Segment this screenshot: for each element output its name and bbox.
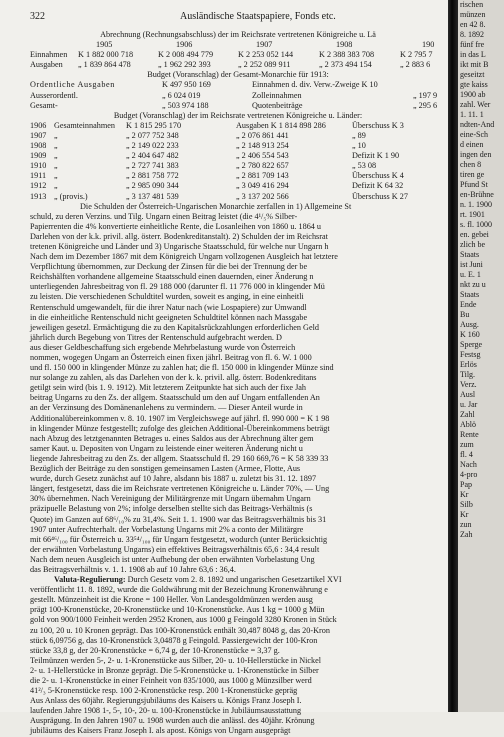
expense-cell: „ 2 076 861 441 <box>236 130 289 140</box>
expense-cell: Ausgaben K 1 814 898 286 <box>236 120 326 130</box>
income-cell: „ 2 985 090 344 <box>126 181 179 191</box>
text-line: der erwähnten Vorbelastung Ungarns) ein effektives Beitragsverhältnis 65,6 : 34,4 result <box>30 544 320 554</box>
row-year: 1906 <box>30 120 47 130</box>
right-page-fragment: zlich be <box>460 240 486 249</box>
budget-label: Gesamt- <box>30 100 58 110</box>
text-line: aus dieser Geldbeschaffung sich ergebende Mehrbelastung wurde von Österreich <box>30 342 296 352</box>
budget-income: Quotenbeiträge <box>252 100 303 110</box>
text-line: in klingender Münze festgestellt; zufolge des gleichen Additional-Übereinkommens beträgt <box>30 423 330 433</box>
cell: „ 2 373 494 154 <box>319 60 372 70</box>
income-cell: „ 2 727 741 383 <box>126 161 179 171</box>
valuta-heading: Valuta-Regulierung: <box>54 575 126 585</box>
row-year: 1908 <box>30 141 47 151</box>
budget-income: Zolleinnahmen <box>252 90 302 100</box>
right-page-fragment: ikt mit B <box>460 60 489 69</box>
closings-row-expense <box>30 60 446 70</box>
text-line: jubiläums des Kaisers Franz Joseph I. als apost. Königs von Ungarn ausgeprägt <box>30 726 291 736</box>
text-line: Additionalübereinkommen v. 8. 10. 1907 im Vergleichswege auf jährl. fl. 990 000 = K 1 98 <box>30 413 330 423</box>
text-line: Ausprägung. In den Jahren 1907 u. 1908 wurden auch die anlässl. des 40jähr. Krönung <box>30 716 315 726</box>
right-page-fragment: Bu <box>460 310 470 319</box>
cell: K 2 388 383 708 <box>319 50 375 60</box>
income-cell: „ 2 881 758 772 <box>126 171 179 181</box>
text-line: Darlehen von der k.k. privil. allg. österr. Bodenkreditanstalt). 2) Schulden der im Reichsrat <box>30 231 328 241</box>
right-page-fragment: Ende <box>460 300 477 309</box>
budget-label: Ausserordentl. <box>30 90 78 100</box>
year-label: 1905 <box>96 40 113 50</box>
right-page-fragment: 8. 1892 <box>460 30 484 39</box>
row-label: Einnahmen <box>30 50 68 60</box>
text-line: mit 66⁴⁶/₁₀₀ für Österreich u. 33⁵⁴/₁₀₀ für Ungarn festgesetzt, wodurch (unter Berücksichtig <box>30 534 328 544</box>
right-page-fragment: zum <box>460 440 474 449</box>
right-page-fragment: Silb <box>460 500 473 509</box>
cell: K 1 882 000 718 <box>78 50 134 60</box>
right-page-fragment: Pfund St <box>460 180 488 189</box>
countries-row <box>30 171 446 181</box>
text-line: das Beitragsverhältnis v. 1. 1. 1908 ab auf 10 Jahre 63,6 : 36,4. <box>30 564 236 574</box>
text-line: liegende Jahresbeitrag zu den Zs. der allgem. Staatsschuld fl. 29 160 669,76 = K 58 339 33 <box>30 453 329 463</box>
countries-row <box>30 181 446 191</box>
right-page-fragment: u. E. 1 <box>460 270 481 279</box>
right-page-fragment: u. Jar <box>460 400 478 409</box>
text-line: Papierrenten die 4% konvertierte einheitliche Rente, die Losanleihen von 1860 u. 1864 u <box>30 221 322 231</box>
text-line: unterliegenden Jahresbeitrag von fl. 29 188 000 (darunter fl. 11 776 000 in klingender Mü <box>30 282 325 292</box>
text-line: Rentenschuld umgewandelt, für die ihrer Natur nach (wie Lospapiere) zur Umwandl <box>30 302 307 312</box>
row-year: 1911 <box>30 171 47 181</box>
countries-row <box>30 131 446 141</box>
right-page-fragment: Nach <box>460 460 477 469</box>
right-page-fragment: ingen den <box>460 150 492 159</box>
right-page-fragment: geseitzt <box>460 70 485 79</box>
right-page-fragment: gte kaiss <box>460 80 488 89</box>
right-page-fragment: 1900 ab <box>460 90 486 99</box>
income-cell: „ 2 404 647 482 <box>126 151 179 161</box>
right-page-fragment: münzen <box>460 10 486 19</box>
debt-paragraph <box>30 202 446 575</box>
text-line: jährlich durch Begebung von Titres der Rentenschuld aufgebracht werden. D <box>30 332 282 342</box>
right-page-fragment: K 160 <box>460 330 480 339</box>
right-page-fragment: Festsg <box>460 350 481 359</box>
right-page-fragment: rt. 1901 <box>460 210 485 219</box>
right-page-fragment: Zahl <box>460 410 475 419</box>
countries-row <box>30 141 446 151</box>
text-line: stück 6,09756 g, das 10-Kronenstück 3,04878 g Feingold. Passiergewicht der 100-Kron <box>30 635 318 645</box>
right-page-fragment: en. gebei <box>460 230 489 239</box>
right-page-fragment: en-Brühne <box>460 190 494 199</box>
countries-row <box>30 121 446 131</box>
text-line: wurde, durch Gesetz zunächst auf 10 Jahre, alsdann bis 1887 u. zuletzt bis 31. 12. 1897 <box>30 474 317 484</box>
text-line: nommen, wogegen Ungarn an Österreich einen fixen jährl. Beitrag von fl. 6. W. 1 000 <box>30 353 312 362</box>
right-page-fragment: Staats <box>460 290 480 299</box>
row-label: „ (provis.) <box>54 191 88 201</box>
income-cell: K 1 815 295 170 <box>126 120 182 130</box>
closings-row-income <box>30 50 446 60</box>
right-page-fragment: Erlös <box>460 360 477 369</box>
text-line <box>30 575 446 585</box>
budget-row <box>30 91 446 101</box>
balance-cell: „ 53 08 <box>352 161 377 171</box>
text-line: prägt 100-Kronenstücke, 20-Kronenstücke und 10-Kronenstücke. Aus 1 kg = 1000 g Mün <box>30 605 325 615</box>
right-page-fragment: Staats <box>460 250 480 259</box>
expense-cell: „ 2 406 554 543 <box>236 151 289 161</box>
text-line: schuld, zu deren Verzins. und Tilg. Ungarn einen Beitrag leistet (die 4¹/₅% Silber- <box>30 211 298 221</box>
running-title: Ausländische Staatspapiere, Fonds etc. <box>180 11 336 22</box>
cell: „ 2 252 089 911 <box>238 60 291 70</box>
row-year: 1907 <box>30 130 47 140</box>
balance-cell: „ 89 <box>352 130 366 140</box>
right-page-fragment: Tilg. <box>460 370 476 379</box>
text-line: Quote) im Ganzen auf 68⁶/₁₀% zu 31,4%. Seit 1. 1. 1900 war das Beitragsverhältnis bis 31 <box>30 514 327 524</box>
year-label: 190 <box>422 40 435 50</box>
row-label: „ <box>54 141 58 151</box>
right-page-fragment: s. fl. 1000 <box>460 220 492 229</box>
text-line: laufenden Jahre 1908 1-, 5-, 10-, 20- u. 100-Kronenstücke in Jubiläumsausstattung <box>30 706 302 716</box>
right-page-fragment: tiren ge <box>460 170 485 179</box>
right-page-fragment: zahl. Wer <box>460 100 491 109</box>
right-page-fragment: in das L <box>460 50 486 59</box>
text-line: jeweiligen gesetzl. Ermächtigung die zu den Kapitalsrückzahlungen erforderlichen Geld <box>30 322 319 332</box>
text-line: 1907 unter Aufrechterhalt. der Vorbelastung Ungarns mit 2% a conto der Militärgre <box>30 524 304 534</box>
text-line: in die einheitliche Rentenschuld nicht geeigneten Schuldtitel können nach Massgabe <box>30 312 308 322</box>
right-page-fragment: Ausl <box>460 390 476 399</box>
row-year: 1909 <box>30 151 47 161</box>
text-line: tretenen Königreiche und Länder und 3) Ungarische Staatsschuld, für welche nur Ungarn h <box>30 241 329 251</box>
text-line: stücke 33,8 g, der 20-Kronenstücke = 6,74 g, der 10-Kronenstücke = 3,37 g. <box>30 645 280 655</box>
closings-years-row <box>30 40 446 50</box>
countries-row <box>30 192 446 202</box>
text-line: samer Kaut. u. Depositen von Ungarn zu leistende einer weiteren Änderung nicht u <box>30 443 303 453</box>
text-line: getilgt sein wird (bis 1. 9. 1912). Mit letzterem Zeitpunkte hat sich auch der fixe Jah <box>30 383 307 393</box>
text-line: Verpflichtung übernommen, zur Deckung der Zinsen für die bei der Trennung der be <box>30 262 308 272</box>
text-line: 41²/₃ 5-Kronenstücke resp. 100 2-Kronenstücke resp. 200 1-Kronenstücke gepräg <box>30 686 298 696</box>
balance-cell: Überschuss K 27 <box>352 191 408 201</box>
right-page-fragment: d einen <box>460 140 484 149</box>
right-page-fragment: fünf fre <box>460 40 485 49</box>
row-label: Gesamteinnahmen <box>54 120 115 130</box>
text-line: nach Abzug des letztgenannten Betrages u. eines Saldos aus der Abrechnung älter gem <box>30 433 314 443</box>
income-cell: „ 3 137 481 539 <box>126 191 179 201</box>
right-page-fragment: nkt zu u <box>460 280 486 289</box>
budget-label: Ordentliche Ausgaben <box>30 80 115 90</box>
valuta-first-line: Durch Gesetz vom 2. 8. 1892 und ungarischen Gesetzartikel XVI <box>127 575 342 585</box>
page-content <box>30 30 446 737</box>
row-year: 1913 <box>30 191 47 201</box>
cell: K 2 795 7 <box>400 50 433 60</box>
expense-cell: „ 3 049 416 294 <box>236 181 289 191</box>
right-page-fragment: ist Juni <box>460 260 483 269</box>
cell: K 2 008 494 779 <box>158 50 214 60</box>
right-page-fragment: chen 8 <box>460 160 482 169</box>
budget-row <box>30 101 446 111</box>
text-line: zu leisten. Die verschiedenen Schuldtitel wurden, soweit es anging, in eine einheitli <box>30 292 304 302</box>
right-page-fragment: 1. 11. 1 <box>460 110 484 119</box>
right-page-fragment: rischen <box>460 0 484 9</box>
text-line: und fl. 150 000 in klingender Münze zu zahlen hat; die fl. 150 000 in klingender Münze sind <box>30 363 334 373</box>
text-line: Nach dem im Dezember 1867 mit dem Königreich Ungarn vollzogenen Ausgleich hat letztere <box>30 252 338 262</box>
budget-value: K 497 950 169 <box>162 80 211 90</box>
budget-row <box>30 80 446 90</box>
text-line: 30% übernehmen. Nach Vereinigung der Militärgrenze mit Ungarn übernahm Ungarn <box>30 494 311 504</box>
text-line: Die Schulden der Österreich-Ungarischen Monarchie zerfallen in 1) Allgemeine St <box>80 201 352 211</box>
right-page-fragment: ndten-And <box>460 120 495 129</box>
balance-cell: Überschuss K 4 <box>352 171 404 181</box>
text-line: beitrag Ungarns zu den Zs. der allgem. Staatsschuld um den auf Ungarn entfallenden An <box>30 393 320 403</box>
text-line: zu 100, 20 u. 10 Kronen geprägt. Das 100-Kronenstück enthält 30,487 8048 g, das 20-Kron <box>30 625 330 635</box>
right-page-fragment: en 42 8. <box>460 20 486 29</box>
right-page-fragment: Sperge <box>460 340 483 349</box>
text-line: Bezüglich der Beiträge zu den sonstigen gemeinsamen Lasten (Armee, Flotte, Aus <box>30 464 301 474</box>
right-page-fragment: 4-pro <box>460 470 478 479</box>
budget-income-value: „ 197 9 <box>413 90 438 100</box>
text-line: Reichshälften vorhandene allgemeine Staatsschuld einen dauernden, einer Änderung n <box>30 272 314 282</box>
cell: „ 2 883 6 <box>400 60 431 70</box>
budget-title: Budget (Voranschlag) der Gesamt-Monarchie für 1913: <box>147 70 329 80</box>
row-label: „ <box>54 171 58 181</box>
budget-income-value: „ 295 6 <box>413 100 438 110</box>
year-label: 1907 <box>256 40 273 50</box>
countries-row <box>30 151 446 161</box>
right-page-edge <box>458 0 504 712</box>
right-page-fragment: Ausg. <box>460 320 479 329</box>
row-year: 1910 <box>30 161 47 171</box>
text-line: gestellt. Münzeinheit ist die Krone = 100 Heller. Von Landesgoldmünzen werden ausg <box>30 595 313 605</box>
cell: K 2 253 052 144 <box>238 50 294 60</box>
text-line: die 2- u. 1-Kronenstücke in einer Feinheit von 835/1000, aus 1000 g Münzsilber werd <box>30 676 312 685</box>
text-line: Teilmünzen werden 5-, 2- u. 1-Kronenstücke aus Silber, 20- u. 10-Hellerstücke in Nickel <box>30 655 322 665</box>
countries-row <box>30 161 446 171</box>
year-label: 1908 <box>336 40 353 50</box>
balance-cell: Überschuss K 3 <box>352 120 404 130</box>
text-line: veröffentlicht 11. 8. 1892, wurde die Goldwährung mit der Bezeichnung Kronenwährung e <box>30 585 328 595</box>
income-cell: „ 2 077 752 348 <box>126 130 179 140</box>
valuta-paragraph <box>30 575 446 737</box>
row-label: „ <box>54 130 58 140</box>
right-page-fragment: Rente <box>460 430 479 439</box>
expense-cell: „ 2 881 709 143 <box>236 171 289 181</box>
text-line: längert, festgesetzt, dass die im Reichsrate vertretenen Königreiche u. Länder 70%, — Ung <box>30 484 330 494</box>
book-gutter <box>448 0 458 712</box>
cell: „ 1 839 864 478 <box>78 60 131 70</box>
right-page-fragment: Verz. <box>460 380 477 389</box>
closings-title: Abrechnung (Rechnungsabschluss) der im Reichsrate vertretenen Königreiche u. Lä <box>100 30 376 39</box>
balance-cell: „ 10 <box>352 141 366 151</box>
text-line: Aus Anlass des 60jähr. Regierungsjubiläums des Kaisers u. Königs Franz Joseph I. <box>30 696 302 706</box>
row-label: „ <box>54 161 58 171</box>
text-line: nur solange zu zahlen, als das Darlehen von der k. k. privil. allg. österr. Bodenkreditans <box>30 373 317 383</box>
balance-cell: Defizit K 1 90 <box>352 151 400 161</box>
right-page-fragment: eine-Sch <box>460 130 488 139</box>
countries-table <box>30 121 446 202</box>
row-label: „ <box>54 151 58 161</box>
row-year: 1912 <box>30 181 47 191</box>
expense-cell: „ 3 137 202 566 <box>236 191 289 201</box>
cell: „ 1 962 292 393 <box>158 60 211 70</box>
budget-value: „ 503 974 188 <box>162 100 209 110</box>
page-number: 322 <box>30 11 45 22</box>
right-page-fragment: Kr <box>460 510 469 519</box>
page-header <box>30 11 445 23</box>
income-cell: „ 2 149 022 233 <box>126 141 179 151</box>
right-page-fragment: Ablö <box>460 420 476 429</box>
expense-cell: „ 2 148 913 254 <box>236 141 289 151</box>
expense-cell: „ 2 780 822 657 <box>236 161 289 171</box>
text-line: präzipuelle Belastung von 2%; infolge derselben stellte sich das Beitrags-Verhältnis (s <box>30 504 313 514</box>
right-page-fragment: Zah <box>460 530 473 539</box>
year-label: 1906 <box>176 40 193 50</box>
budget-value: „ 6 024 019 <box>162 90 201 100</box>
text-line: gold von 900/1000 Feinheit werden 2952 Kronen, aus 1000 g Feingold 3280 Kronen in Stück <box>30 615 337 625</box>
right-page-fragment: n. 1. 1900 <box>460 200 492 209</box>
text-line: 2- u. 1-Hellerstücke in Bronze geprägt. Die 5-Kronenstücke u. 1-Kronenstücke in Silber <box>30 665 319 675</box>
right-page-fragment: Kr <box>460 490 469 499</box>
row-label: Ausgaben <box>30 60 63 70</box>
right-page-fragment: zun <box>460 520 472 529</box>
row-label: „ <box>54 181 58 191</box>
right-page-fragment: Pap <box>460 480 472 489</box>
text-line: an der Verzinsung des Domänenanlehens zu vermindern. — Dieser Anteil wurde in <box>30 403 303 413</box>
text-line: Nach dem neuen Ausgleich ist unter Aufhebung der oben erwähnten Vorbelastung Ung <box>30 554 315 564</box>
balance-cell: Defizit K 64 32 <box>352 181 404 191</box>
right-page-fragment: fl. 4 <box>460 450 473 459</box>
budget-income: Einnahmen d. div. Verw.-Zweige K 10 <box>252 80 378 90</box>
countries-title: Budget (Voranschlag) der im Reichsrate vertretenen Königreiche u. Länder: <box>113 110 363 120</box>
